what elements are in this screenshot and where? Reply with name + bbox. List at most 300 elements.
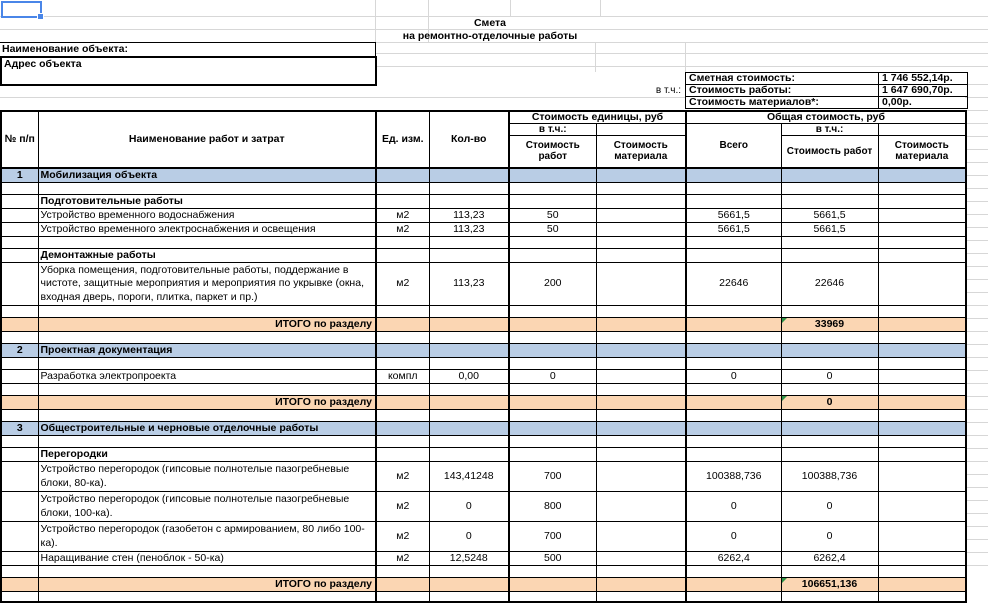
cell-num[interactable] (1, 318, 38, 332)
cell-unit_mat[interactable] (596, 182, 686, 194)
cell-total[interactable] (686, 436, 781, 448)
cell-unit_mat[interactable] (596, 344, 686, 358)
cell-total[interactable] (686, 332, 781, 344)
cell-unit_work[interactable] (509, 168, 596, 183)
cell-name[interactable]: Подготовительные работы (38, 194, 376, 208)
cell-total[interactable] (686, 566, 781, 578)
cell-total_work[interactable]: 106651,136 (781, 578, 878, 592)
cell-total_mat[interactable] (878, 448, 966, 462)
cell-unit_work[interactable]: 700 (509, 522, 596, 552)
cell-name[interactable]: ИТОГО по разделу (38, 578, 376, 592)
cell-unit[interactable] (376, 384, 429, 396)
cell-unit_mat[interactable] (596, 552, 686, 566)
cell-unit_work[interactable] (509, 194, 596, 208)
cell-qty[interactable] (429, 168, 509, 183)
doc-title[interactable]: Смета (473, 17, 507, 29)
col-header-total[interactable]: Всего (686, 124, 781, 168)
col-group-unit-cost[interactable]: Стоимость единицы, руб (509, 111, 686, 124)
cell-total[interactable] (686, 410, 781, 422)
cell-total_mat[interactable] (878, 384, 966, 396)
cell-num[interactable] (1, 592, 38, 602)
cell-unit_work[interactable]: 50 (509, 222, 596, 236)
col-header-vtch[interactable]: в т.ч.: (781, 124, 878, 136)
summary-row (686, 97, 968, 109)
cell-total_mat[interactable] (878, 236, 966, 248)
cell-total[interactable] (686, 318, 781, 332)
cell-num[interactable] (1, 552, 38, 566)
cell-qty[interactable] (429, 410, 509, 422)
object-address-box[interactable]: Адрес объекта (0, 56, 377, 86)
cell-unit_work[interactable] (509, 410, 596, 422)
cell-total_work[interactable] (781, 384, 878, 396)
cell-total_mat[interactable] (878, 592, 966, 602)
cell-total_work[interactable] (781, 182, 878, 194)
cell-num[interactable] (1, 306, 38, 318)
cell-total_work[interactable] (781, 236, 878, 248)
table-row (1, 194, 966, 208)
cell-name[interactable]: Мобилизация объекта (38, 168, 376, 183)
cell-name[interactable]: Устройство перегородок (газобетон с армированием, 80 либо 100-ка). (38, 522, 376, 552)
cell-unit[interactable] (376, 306, 429, 318)
cell-total_work[interactable]: 22646 (781, 262, 878, 306)
col-header-material-cost[interactable]: Стоимость материала (878, 136, 966, 168)
cell-total_mat[interactable] (878, 306, 966, 318)
col-header-qty[interactable]: Кол-во (429, 111, 509, 168)
cell-unit_work[interactable]: 700 (509, 462, 596, 492)
table-row (1, 578, 966, 592)
cell-unit_work[interactable]: 500 (509, 552, 596, 566)
cell-qty[interactable]: 0,00 (429, 370, 509, 384)
col-header-work-cost[interactable]: Стоимость работ (509, 136, 596, 168)
cell-unit[interactable] (376, 182, 429, 194)
cell-unit_mat[interactable] (596, 306, 686, 318)
cell-unit_work[interactable]: 0 (509, 370, 596, 384)
cell-unit[interactable] (376, 396, 429, 410)
cell-total_work[interactable] (781, 566, 878, 578)
cell-num[interactable] (1, 194, 38, 208)
cell-total_work[interactable]: 0 (781, 492, 878, 522)
cell-num[interactable] (1, 448, 38, 462)
table-row (1, 410, 966, 422)
table-row (1, 208, 966, 222)
cell-unit[interactable] (376, 566, 429, 578)
cell-unit_mat[interactable] (596, 332, 686, 344)
cell-total_work[interactable]: 5661,5 (781, 208, 878, 222)
table-row (1, 318, 966, 332)
cell-num[interactable]: 3 (1, 422, 38, 436)
cell-total_mat[interactable] (878, 578, 966, 592)
cell-total_work[interactable] (781, 592, 878, 602)
cell-num[interactable] (1, 436, 38, 448)
cell-total_mat[interactable] (878, 318, 966, 332)
cell-unit_mat[interactable] (596, 422, 686, 436)
header-empty-cell[interactable] (878, 124, 966, 136)
cell-qty[interactable] (429, 332, 509, 344)
cell-total[interactable]: 0 (686, 522, 781, 552)
table-row (1, 236, 966, 248)
estimate-table (0, 110, 967, 603)
cell-unit[interactable] (376, 168, 429, 183)
cell-total_work[interactable]: 100388,736 (781, 462, 878, 492)
cell-total_work[interactable] (781, 422, 878, 436)
gridline (375, 66, 988, 67)
cell-total[interactable] (686, 248, 781, 262)
cell-total_work[interactable] (781, 410, 878, 422)
cell-total_work[interactable] (781, 448, 878, 462)
cell-unit_mat[interactable] (596, 168, 686, 183)
estimate-table-body (1, 168, 966, 602)
cell-unit_work[interactable] (509, 236, 596, 248)
object-name-label[interactable]: Наименование объекта: (0, 42, 376, 56)
cell-name[interactable] (38, 332, 376, 344)
cell-unit[interactable]: м2 (376, 552, 429, 566)
cell-unit_work[interactable] (509, 358, 596, 370)
summary-vtch-label[interactable]: в т.ч.: (655, 85, 681, 96)
cell-num[interactable] (1, 384, 38, 396)
cell-num[interactable] (1, 332, 38, 344)
cell-total_work[interactable]: 6262,4 (781, 552, 878, 566)
cell-qty[interactable] (429, 592, 509, 602)
cell-unit_mat[interactable] (596, 410, 686, 422)
cell-unit[interactable] (376, 410, 429, 422)
cell-name[interactable] (38, 384, 376, 396)
cell-num[interactable] (1, 566, 38, 578)
cell-unit_work[interactable] (509, 566, 596, 578)
cell-total_mat[interactable] (878, 410, 966, 422)
cell-total[interactable] (686, 358, 781, 370)
cell-unit[interactable] (376, 194, 429, 208)
summary-value[interactable]: 1 746 552,14р. (879, 73, 968, 85)
cell-qty[interactable] (429, 306, 509, 318)
cell-total[interactable] (686, 448, 781, 462)
col-header-vtch[interactable]: в т.ч.: (509, 124, 596, 136)
cell-unit_work[interactable] (509, 384, 596, 396)
cell-total_mat[interactable] (878, 422, 966, 436)
cell-total_mat[interactable] (878, 522, 966, 552)
cell-total_mat[interactable] (878, 370, 966, 384)
selected-cell[interactable] (1, 1, 42, 18)
col-header-unit[interactable]: Ед. изм. (376, 111, 429, 168)
cell-qty[interactable] (429, 422, 509, 436)
cell-unit[interactable] (376, 344, 429, 358)
cell-total_mat[interactable] (878, 358, 966, 370)
cell-total_work[interactable]: 33969 (781, 318, 878, 332)
cell-name[interactable] (38, 592, 376, 602)
cell-name[interactable]: Демонтажные работы (38, 248, 376, 262)
cell-unit_work[interactable] (509, 396, 596, 410)
gridline (595, 42, 596, 72)
cell-total[interactable] (686, 384, 781, 396)
gridline (375, 42, 988, 43)
cell-total_mat[interactable] (878, 396, 966, 410)
cell-unit[interactable] (376, 578, 429, 592)
cell-unit[interactable]: м2 (376, 262, 429, 306)
cell-unit[interactable]: компл (376, 370, 429, 384)
cell-total_work[interactable] (781, 194, 878, 208)
cell-unit[interactable] (376, 436, 429, 448)
table-row (1, 262, 966, 306)
cell-total[interactable]: 6262,4 (686, 552, 781, 566)
cell-total_mat[interactable] (878, 492, 966, 522)
cell-name[interactable]: Разработка электропроекта (38, 370, 376, 384)
cell-num[interactable] (1, 182, 38, 194)
cell-total_work[interactable]: 0 (781, 396, 878, 410)
cell-qty[interactable] (429, 384, 509, 396)
cell-unit_work[interactable] (509, 306, 596, 318)
cell-total_work[interactable] (781, 306, 878, 318)
cell-name[interactable]: Наращивание стен (пеноблок - 50-ка) (38, 552, 376, 566)
doc-subtitle[interactable]: на ремонтно-отделочные работы (402, 30, 578, 42)
cell-unit_mat[interactable] (596, 396, 686, 410)
cell-total_work[interactable]: 5661,5 (781, 222, 878, 236)
cell-num[interactable] (1, 578, 38, 592)
cell-unit[interactable] (376, 248, 429, 262)
cell-unit_work[interactable] (509, 344, 596, 358)
cell-unit_work[interactable] (509, 422, 596, 436)
table-row (1, 396, 966, 410)
cell-name[interactable]: Устройство перегородок (гипсовые полнотелые пазогребневые блоки, 100-ка). (38, 492, 376, 522)
table-row (1, 222, 966, 236)
cell-name[interactable]: ИТОГО по разделу (38, 318, 376, 332)
cell-unit_work[interactable] (509, 592, 596, 602)
cell-name[interactable]: Общестроительные и черновые отделочные работы (38, 422, 376, 436)
cell-qty[interactable] (429, 448, 509, 462)
cell-qty[interactable] (429, 248, 509, 262)
table-row (1, 384, 966, 396)
summary-label[interactable]: Сметная стоимость: (686, 73, 879, 85)
cell-total_mat[interactable] (878, 262, 966, 306)
cell-total_work[interactable] (781, 248, 878, 262)
cell-total_mat[interactable] (878, 168, 966, 183)
cell-unit_work[interactable]: 200 (509, 262, 596, 306)
cell-unit[interactable]: м2 (376, 492, 429, 522)
cell-unit_mat[interactable] (596, 358, 686, 370)
cell-name[interactable] (38, 236, 376, 248)
cell-name[interactable]: Уборка помещения, подготовительные работы, поддержание в чистоте, защитные мероприятия и мероприятия по укрывке (окна, входная дверь, пороги, плитка, паркет и пр.) (38, 262, 376, 306)
cell-qty[interactable] (429, 396, 509, 410)
table-row (1, 552, 966, 566)
cell-unit_work[interactable] (509, 578, 596, 592)
cell-unit_work[interactable]: 800 (509, 492, 596, 522)
cell-qty[interactable] (429, 436, 509, 448)
cell-total[interactable] (686, 194, 781, 208)
cell-total_work[interactable] (781, 358, 878, 370)
cell-num[interactable] (1, 248, 38, 262)
cell-num[interactable] (1, 396, 38, 410)
gridline (600, 0, 601, 16)
cell-name[interactable] (38, 182, 376, 194)
cell-unit[interactable] (376, 422, 429, 436)
cell-unit_work[interactable] (509, 318, 596, 332)
cell-unit_mat[interactable] (596, 236, 686, 248)
cell-total[interactable]: 5661,5 (686, 208, 781, 222)
cell-total_mat[interactable] (878, 344, 966, 358)
cell-name[interactable]: ИТОГО по разделу (38, 396, 376, 410)
cell-total[interactable]: 5661,5 (686, 222, 781, 236)
cell-qty[interactable]: 113,23 (429, 208, 509, 222)
cell-unit_mat[interactable] (596, 318, 686, 332)
cell-total[interactable] (686, 344, 781, 358)
cell-unit[interactable]: м2 (376, 222, 429, 236)
cell-unit_mat[interactable] (596, 436, 686, 448)
table-row (1, 248, 966, 262)
cell-unit_work[interactable]: 50 (509, 208, 596, 222)
cell-total[interactable]: 22646 (686, 262, 781, 306)
cell-total[interactable] (686, 182, 781, 194)
cell-num[interactable] (1, 262, 38, 306)
cell-num[interactable] (1, 236, 38, 248)
cell-total[interactable]: 0 (686, 370, 781, 384)
cell-unit[interactable]: м2 (376, 462, 429, 492)
table-row (1, 332, 966, 344)
cell-qty[interactable] (429, 578, 509, 592)
cell-unit_work[interactable] (509, 448, 596, 462)
cell-total_work[interactable]: 0 (781, 370, 878, 384)
cell-unit_work[interactable] (509, 248, 596, 262)
cell-unit[interactable] (376, 318, 429, 332)
cell-total[interactable] (686, 592, 781, 602)
cell-qty[interactable]: 143,41248 (429, 462, 509, 492)
cell-total_mat[interactable] (878, 222, 966, 236)
cell-unit[interactable]: м2 (376, 522, 429, 552)
gridline (0, 97, 685, 98)
cell-total_work[interactable] (781, 344, 878, 358)
cell-unit_mat[interactable] (596, 492, 686, 522)
cell-num[interactable] (1, 492, 38, 522)
cell-unit_mat[interactable] (596, 462, 686, 492)
table-row (1, 344, 966, 358)
table-row (1, 306, 966, 318)
cell-total_work[interactable] (781, 332, 878, 344)
cell-num[interactable] (1, 358, 38, 370)
cell-unit_mat[interactable] (596, 384, 686, 396)
cell-name[interactable]: Устройство временного электроснабжения и освещения (38, 222, 376, 236)
summary-label[interactable]: Стоимость материалов*: (686, 97, 879, 109)
cell-qty[interactable] (429, 182, 509, 194)
col-header-num[interactable]: № п/п (1, 111, 38, 168)
cell-total[interactable] (686, 236, 781, 248)
cell-total_mat[interactable] (878, 566, 966, 578)
cell-total[interactable] (686, 306, 781, 318)
cell-qty[interactable]: 0 (429, 522, 509, 552)
cell-total[interactable] (686, 578, 781, 592)
cell-total_work[interactable]: 0 (781, 522, 878, 552)
cell-unit[interactable] (376, 236, 429, 248)
cell-unit_mat[interactable] (596, 262, 686, 306)
table-row (1, 492, 966, 522)
cell-qty[interactable]: 0 (429, 492, 509, 522)
cell-name[interactable] (38, 358, 376, 370)
header-empty-cell[interactable] (596, 124, 686, 136)
cell-name[interactable] (38, 566, 376, 578)
cell-total_work[interactable] (781, 436, 878, 448)
table-row (1, 448, 966, 462)
cell-num[interactable] (1, 370, 38, 384)
cell-total_mat[interactable] (878, 182, 966, 194)
cell-qty[interactable] (429, 318, 509, 332)
cell-unit_mat[interactable] (596, 578, 686, 592)
gridline (375, 53, 988, 54)
cell-num[interactable] (1, 522, 38, 552)
cell-unit_mat[interactable] (596, 222, 686, 236)
summary-block (685, 72, 968, 109)
cell-qty[interactable]: 12,5248 (429, 552, 509, 566)
cell-total_mat[interactable] (878, 248, 966, 262)
summary-label[interactable]: Стоимость работы: (686, 85, 879, 97)
cell-total_mat[interactable] (878, 436, 966, 448)
table-row (1, 182, 966, 194)
cell-num[interactable] (1, 462, 38, 492)
cell-name[interactable]: Проектная документация (38, 344, 376, 358)
col-group-total-cost[interactable]: Общая стоимость, руб (686, 111, 966, 124)
cell-unit_mat[interactable] (596, 370, 686, 384)
cell-unit[interactable]: м2 (376, 208, 429, 222)
cell-total[interactable] (686, 168, 781, 183)
cell-qty[interactable] (429, 344, 509, 358)
cell-num[interactable]: 1 (1, 168, 38, 183)
col-header-material-cost[interactable]: Стоимость материала (596, 136, 686, 168)
cell-name[interactable]: Устройство перегородок (гипсовые полнотелые пазогребневые блоки, 80-ка). (38, 462, 376, 492)
cell-total_mat[interactable] (878, 462, 966, 492)
cell-num[interactable]: 2 (1, 344, 38, 358)
summary-value[interactable]: 0,00р. (879, 97, 968, 109)
cell-total[interactable]: 100388,736 (686, 462, 781, 492)
cell-total[interactable] (686, 396, 781, 410)
cell-qty[interactable] (429, 236, 509, 248)
cell-total_mat[interactable] (878, 208, 966, 222)
col-header-name[interactable]: Наименование работ и затрат (38, 111, 376, 168)
cell-qty[interactable] (429, 358, 509, 370)
cell-num[interactable] (1, 222, 38, 236)
cell-unit_work[interactable] (509, 182, 596, 194)
cell-total_work[interactable] (781, 168, 878, 183)
cell-num[interactable] (1, 208, 38, 222)
cell-unit[interactable] (376, 592, 429, 602)
cell-unit_mat[interactable] (596, 248, 686, 262)
cell-unit_mat[interactable] (596, 566, 686, 578)
cell-total[interactable]: 0 (686, 492, 781, 522)
cell-unit[interactable] (376, 448, 429, 462)
cell-total_mat[interactable] (878, 332, 966, 344)
cell-qty[interactable] (429, 566, 509, 578)
cell-qty[interactable]: 113,23 (429, 222, 509, 236)
cell-unit_work[interactable] (509, 436, 596, 448)
cell-unit[interactable] (376, 358, 429, 370)
cell-total_mat[interactable] (878, 552, 966, 566)
cell-qty[interactable]: 113,23 (429, 262, 509, 306)
cell-total_mat[interactable] (878, 194, 966, 208)
cell-name[interactable]: Перегородки (38, 448, 376, 462)
cell-name[interactable] (38, 410, 376, 422)
cell-qty[interactable] (429, 194, 509, 208)
cell-unit_mat[interactable] (596, 522, 686, 552)
cell-unit_mat[interactable] (596, 592, 686, 602)
summary-value[interactable]: 1 647 690,70р. (879, 85, 968, 97)
cell-unit_mat[interactable] (596, 194, 686, 208)
cell-name[interactable]: Устройство временного водоснабжения (38, 208, 376, 222)
table-row (1, 370, 966, 384)
cell-unit_mat[interactable] (596, 208, 686, 222)
col-header-work-cost[interactable]: Стоимость работ (781, 136, 878, 168)
cell-unit_mat[interactable] (596, 448, 686, 462)
cell-num[interactable] (1, 410, 38, 422)
cell-name[interactable] (38, 436, 376, 448)
table-row (1, 592, 966, 602)
cell-unit_work[interactable] (509, 332, 596, 344)
cell-unit[interactable] (376, 332, 429, 344)
cell-name[interactable] (38, 306, 376, 318)
cell-total[interactable] (686, 422, 781, 436)
